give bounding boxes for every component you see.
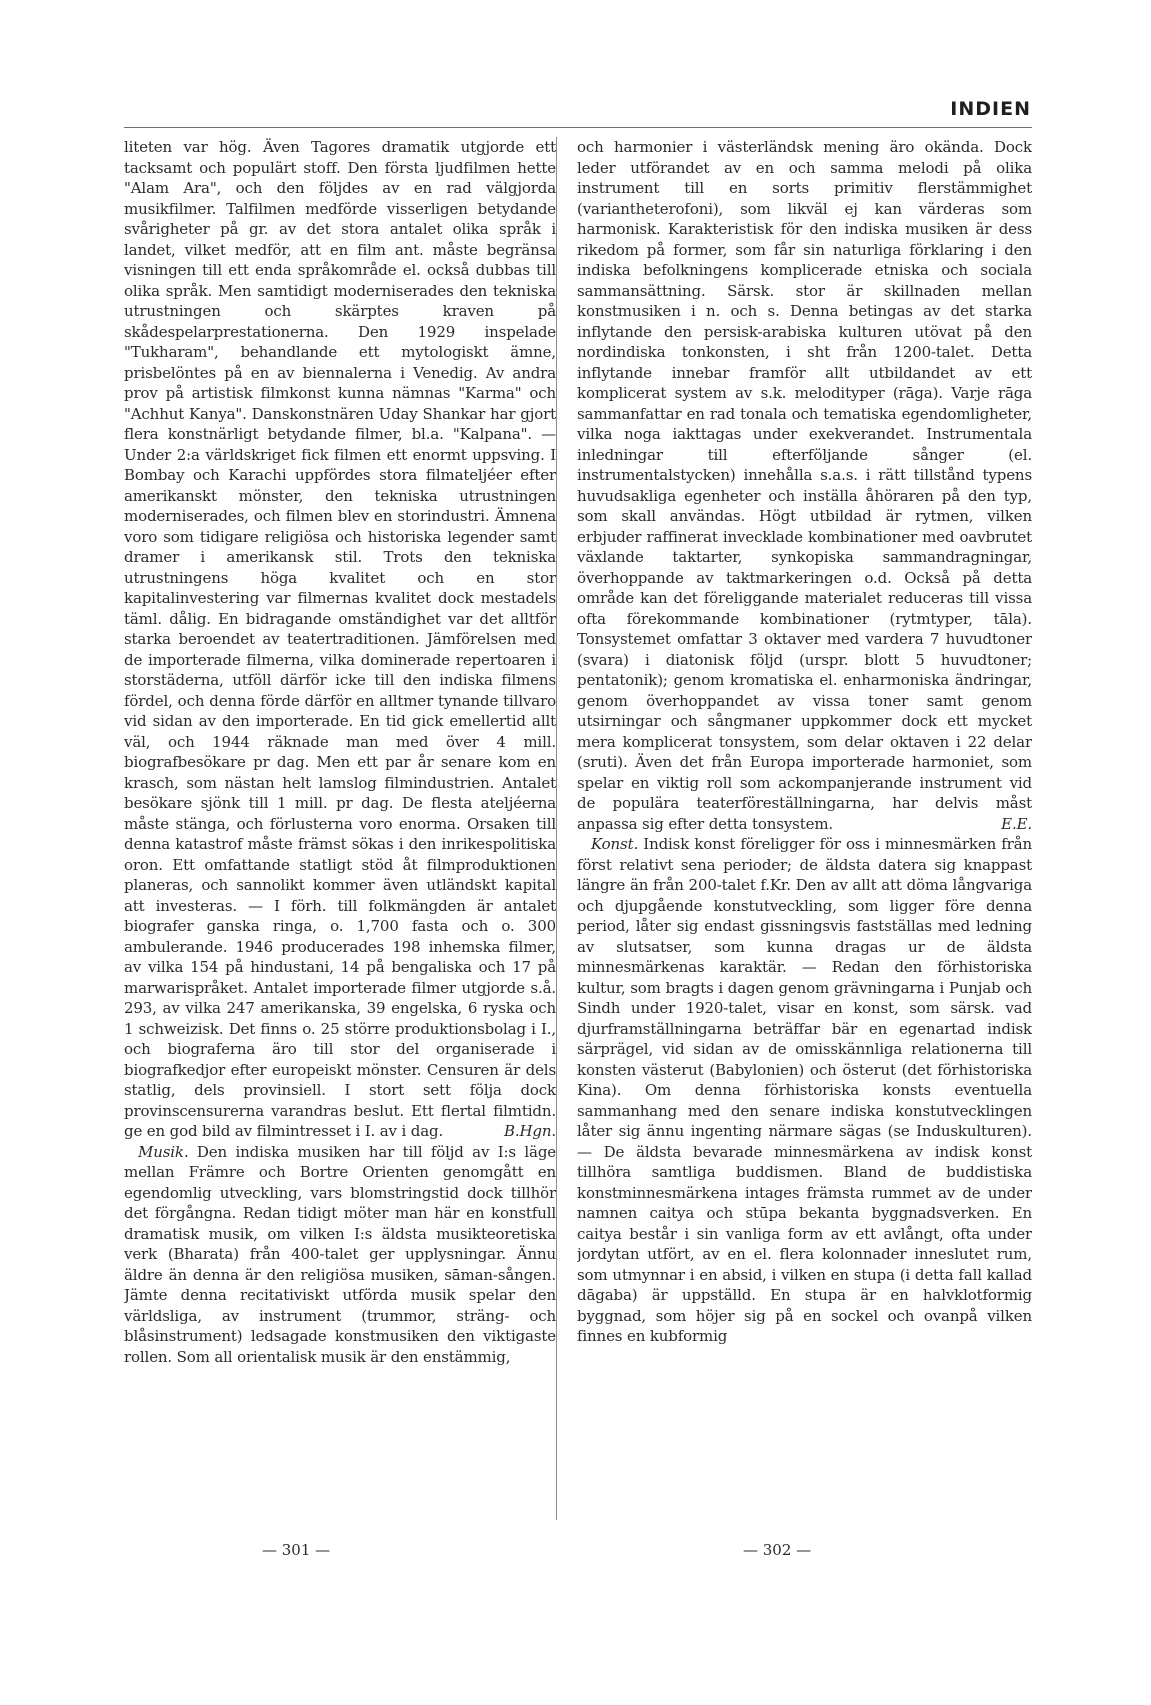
film-paragraph-text: liteten var hög. Även Tagores dramatik utgjorde ett tacksamt och populärt stoff. Den första ljudfilmen hette "Alam Ara", och den följdes av en rad välgjorda musikfilmer. Talfilmen medförde visserligen betydande svårigheter på gr. av det stora antalet olika språk i landet, vilket medför, att en film ant. måste begränsa visningen till ett enda språkområde el. också dubbas till olika språk. Men samtidigt moderniserades den tekniska utrustningen och skärptes kraven på skådespelarprestationerna. Den 1929 inspelade "Tukharam", behandlande ett mytologiskt ämne, prisbelöntes på en av biennalerna i Venedig. Av andra prov på artistisk filmkonst kunna nämnas "Karma" och "Achhut Kanya". Danskonstnären Uday Shankar har gjort flera konstnärligt betydande filmer, bl.a. "Kalpana". — Under 2:a världskriget fick filmen ett enormt uppsving. I Bombay och Karachi uppfördes stora filmateljéer efter amerikanskt mönster, den tekniska utrustningen moderniserades, och filmen blev en storindustri. Ämnena voro som tidigare religiösa och historiska legender samt dramer i amerikansk stil. Trots den tekniska utrustningens höga kvalitet och en stor kapitalinvestering var filmernas kvalitet dock mestadels täml. dålig. En bidragande omständighet var det alltför starka beroendet av teatertraditionen. Jämförelsen med de importerade filmerna, vilka dominerade repertoaren i storstäderna, utföll därför icke till den indiska filmens fördel, och denna förde därför en alltmer tynande tillvaro vid sidan av den importerade. En tid gick emellertid allt väl, och 1944 räknade man med över 4 mill. biografbesökare pr dag. Men ett par år senare kom en krasch, som nästan helt lamslog filmindustrien. Antalet besökare sjönk till 1 mill. pr dag. De flesta ateljéerna måste stänga, och förlusterna voro enorma. Orsaken till denna katastrof måste främst sökas i den inrikespolitiska oron. Ett omfattande statligt stöd åt filmproduktionen planeras, och sannolikt kommer även utländskt kapital att investeras. — I förh. till folkmängden är antalet biografer ganska ringa, o. 1,700 fasta och o. 300 ambulerande. 1946 producerades 198 inhemska filmer, av vilka 154 på hindustani, 14 på bengaliska och 17 på marwarispråket. Antalet importerade filmer utgjorde s.å. 293, av vilka 247 amerikanska, 39 engelska, 6 ryska och 1 schweizisk. Det finns o. 25 större produktionsbolag i I., och biograferna äro till stor del organiserade i biografkedjor efter europeiskt mönster. Censuren är dels statlig, dels provinsiell. I stort sett följa dock provinscensurerna varandras beslut. Ett flertal filmtidn. ge en god bild av filmintresset i I. av i dag. [124,138,556,1140]
film-paragraph [124,137,556,1142]
right-column [577,137,1032,1522]
header-rule [124,127,1032,128]
author-signature: E.E. [1001,814,1032,833]
section-lead-konst: Konst. [591,835,639,853]
page-number-left: — 301 — [262,1541,331,1559]
music-paragraph-text: Den indiska musiken har till följd av I:s läge mellan Främre och Bortre Orienten genomgått en egendomlig utveckling, vars blomstringstid dock tillhör det förgångna. Redan tidigt möter man här en konstfull dramatisk musik, om vilken I:s äldsta musikteoretiska verk (Bharata) från 400-talet ger upplysningar. Ännu äldre än denna är den religiösa musiken, sāman-sången. Jämte denna recitativiskt utförda musik spelar den världsliga, av instrument (trummor, sträng- och blåsinstrument) ledsagade konstmusiken den viktigaste rollen. Som all orientalisk musik är den enstämmig, [124,1142,556,1366]
art-paragraph-text: Indisk konst föreligger för oss i minnesmärken från först relativt sena perioder; de äldsta datera sig knappast längre än från 200-talet f.Kr. Den av allt att döma långvariga och djupgående konstutveckling, som ligger före denna period, låter sig endast gissningsvis fastställas med ledning av slutsatser, som kunna dragas ur de äldsta minnesmärkenas karaktär. — Redan den förhistoriska kultur, som bragts i dagen genom grävningarna i Punjab och Sindh under 1920-talet, visar en konst, som särsk. vad djurframställningarna beträffar bär en egenartad indisk särprägel, vid sidan av de omisskännliga relationerna till konsten västerut (Babylonien) och österut (det förhistoriska Kina). Om denna förhistoriska konsts eventuella sammanhang med den senare indiska konstutvecklingen låter sig ännu ingenting närmare sägas (se Induskulturen). — De äldsta bevarade minnesmärkena av indisk konst tillhöra samtliga buddismen. Bland de buddistiska konstminnesmärkena intages främsta rummet av de under namnen caitya och stūpa bekanta byggnadsverken. En caitya består i sin vanliga form av ett avlångt, ofta under jordytan utfört, av en el. flera kolonnader inneslutet rum, som utmynnar i en absid, i vilken en stupa (i detta fall kallad dāgaba) är uppställd. En stupa är en halvklotformig byggnad, som höjer sig på en sockel och ovanpå vilken finnes en kubformig [577,835,1032,1345]
music-continued-text: och harmonier i västerländsk mening äro okända. Dock leder utförandet av en och samma melodi på olika instrument till en sorts primitiv flerstämmighet (variantheterofoni), som likväl ej kan värderas som harmonisk. Karakteristisk för den indiska musiken är dess rikedom på former, som får sin naturliga förklaring i den indiska befolkningens komplicerade etniska och sociala sammansättning. Särsk. stor är skillnaden mellan konstmusiken i n. och s. Denna betingas av det starka inflytande den persisk-arabiska kulturen utövat på den nordindiska tonkonsten, i sht från 1200-talet. Detta inflytande innebar framför allt utbildandet av ett komplicerat system av s.k. melodityper (rāga). Varje rāga sammanfattar en rad tonala och tematiska egendomligheter, vilka noga iakttagas under exekverandet. Instrumentala inledningar till efterföljande sånger (el. instrumentalstycken) innehålla s.a.s. i rätt tillstånd typens huvudsakliga egenheter och inställa åhöraren på den typ, som skall användas. Högt utbildad är rytmen, vilken erbjuder raffinerat invecklade kombinationer med oavbrutet växlande taktarter, synkopiska sammandragningar, överhoppande av taktmarkeringen o.d. Också på detta område kan det föreliggande materialet reduceras till vissa ofta förekommande kombinationer (rytmtyper, tāla). Tonsystemet omfattar 3 oktaver med vardera 7 huvudtoner (svara) i diatonisk följd (urspr. blott 5 huvudtoner; pentatonik); genom kromatiska el. enharmoniska ändringar, genom överhoppandet av vissa toner samt genom utsirningar och sångmaner uppkommer dock ett mycket mera komplicerat tonsystem, som delar oktaven i 22 delar (sruti). Även det från Europa importerade harmoniet, som spelar en viktig roll som ackompanjerande instrument vid de populära teaterföreställningarna, har delvis måst anpassa sig efter detta tonsystem. [577,138,1032,833]
art-paragraph [577,834,1032,1347]
column-divider [556,137,557,1520]
music-continued-paragraph [577,137,1032,834]
left-column [124,137,556,1522]
running-header: INDIEN [950,98,1031,120]
music-paragraph [124,1142,556,1368]
page-number-right: — 302 — [743,1541,812,1559]
section-lead-musik: Musik. [138,1142,189,1161]
author-signature: B.Hgn. [503,1122,556,1140]
